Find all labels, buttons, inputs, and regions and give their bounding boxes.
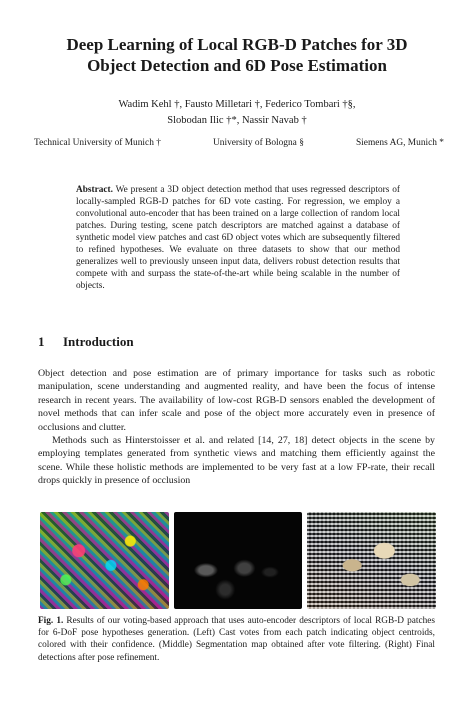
intro-paragraph-1: Object detection and pose estimation are of primary importance for tasks such as robotic manipulation, scene understanding and augmented reality, and have been the focus of intense research in recent years. The availability of low-cost RGB-D sensors enabled the development of novel methods that can infer scale and pose of the object more accurately even in presence of occlusions and clutter.: [38, 368, 435, 433]
abstract-label: Abstract.: [76, 185, 113, 195]
author-line-2: Slobodan Ilic †*, Nassir Navab †: [167, 115, 307, 126]
figure-caption-label: Fig. 1.: [38, 616, 64, 626]
paper-title-line-1: Deep Learning of Local RGB-D Patches for 3D: [66, 35, 408, 54]
section-heading: [38, 334, 134, 350]
affiliation-siemens: Siemens AG, Munich *: [355, 138, 444, 148]
intro-paragraph-2: Methods such as Hinterstoisser et al. and related [14, 27, 18] detect objects in the scene by employing templates generated from synthetic views and matching them efficiently against the scene. While these holistic methods are implemented to be very fast at a low FP-rate, their recall drops quickly in presence of occlusion: [38, 435, 435, 487]
figure-segmentation-image: [174, 512, 303, 609]
affiliation-list: [34, 138, 444, 148]
figure-caption-text: Results of our voting-based approach that uses auto-encoder descriptors of local RGB-D patches for 6-DoF pose hypotheses generation. (Left) Cast votes from each patch indicating object centroids, colored with their confidence. (Middle) Segmentation map obtained after vote filtering. (Right) Final detections after pose refinement.: [38, 616, 435, 663]
figure-1: [40, 512, 436, 609]
affiliation-bologna: University of Bologna §: [213, 138, 304, 148]
figure-vote-image: [40, 512, 169, 609]
section-title: Introduction: [63, 334, 134, 349]
abstract-text: We present a 3D object detection method that uses regressed descriptors of locally-sampled RGB-D patches for 6D vote casting. For regression, we employ a convolutional auto-encoder that has been trained on a large collection of random local patches. During testing, scene patch descriptors are matched against a database of synthetic model view patches and cast 6D object votes which are subsequently filtered to refined hypotheses. We evaluate on three datasets to show that our method generalizes well to previously unseen input data, delivers robust detection results that compete with and surpass the state-of-the-art while being scalable in the number of objects.: [76, 185, 401, 291]
author-list: [20, 97, 454, 129]
paper-title: [20, 34, 454, 76]
section-number: 1: [38, 334, 45, 349]
affiliation-tum: Technical University of Munich †: [34, 138, 161, 148]
figure-detection-image: [307, 512, 436, 609]
abstract: [76, 184, 400, 292]
paper-title-line-2: Object Detection and 6D Pose Estimation: [87, 56, 387, 75]
author-line-1: Wadim Kehl †, Fausto Milletari †, Federico Tombari †§,: [118, 99, 356, 110]
figure-caption: [38, 615, 435, 664]
